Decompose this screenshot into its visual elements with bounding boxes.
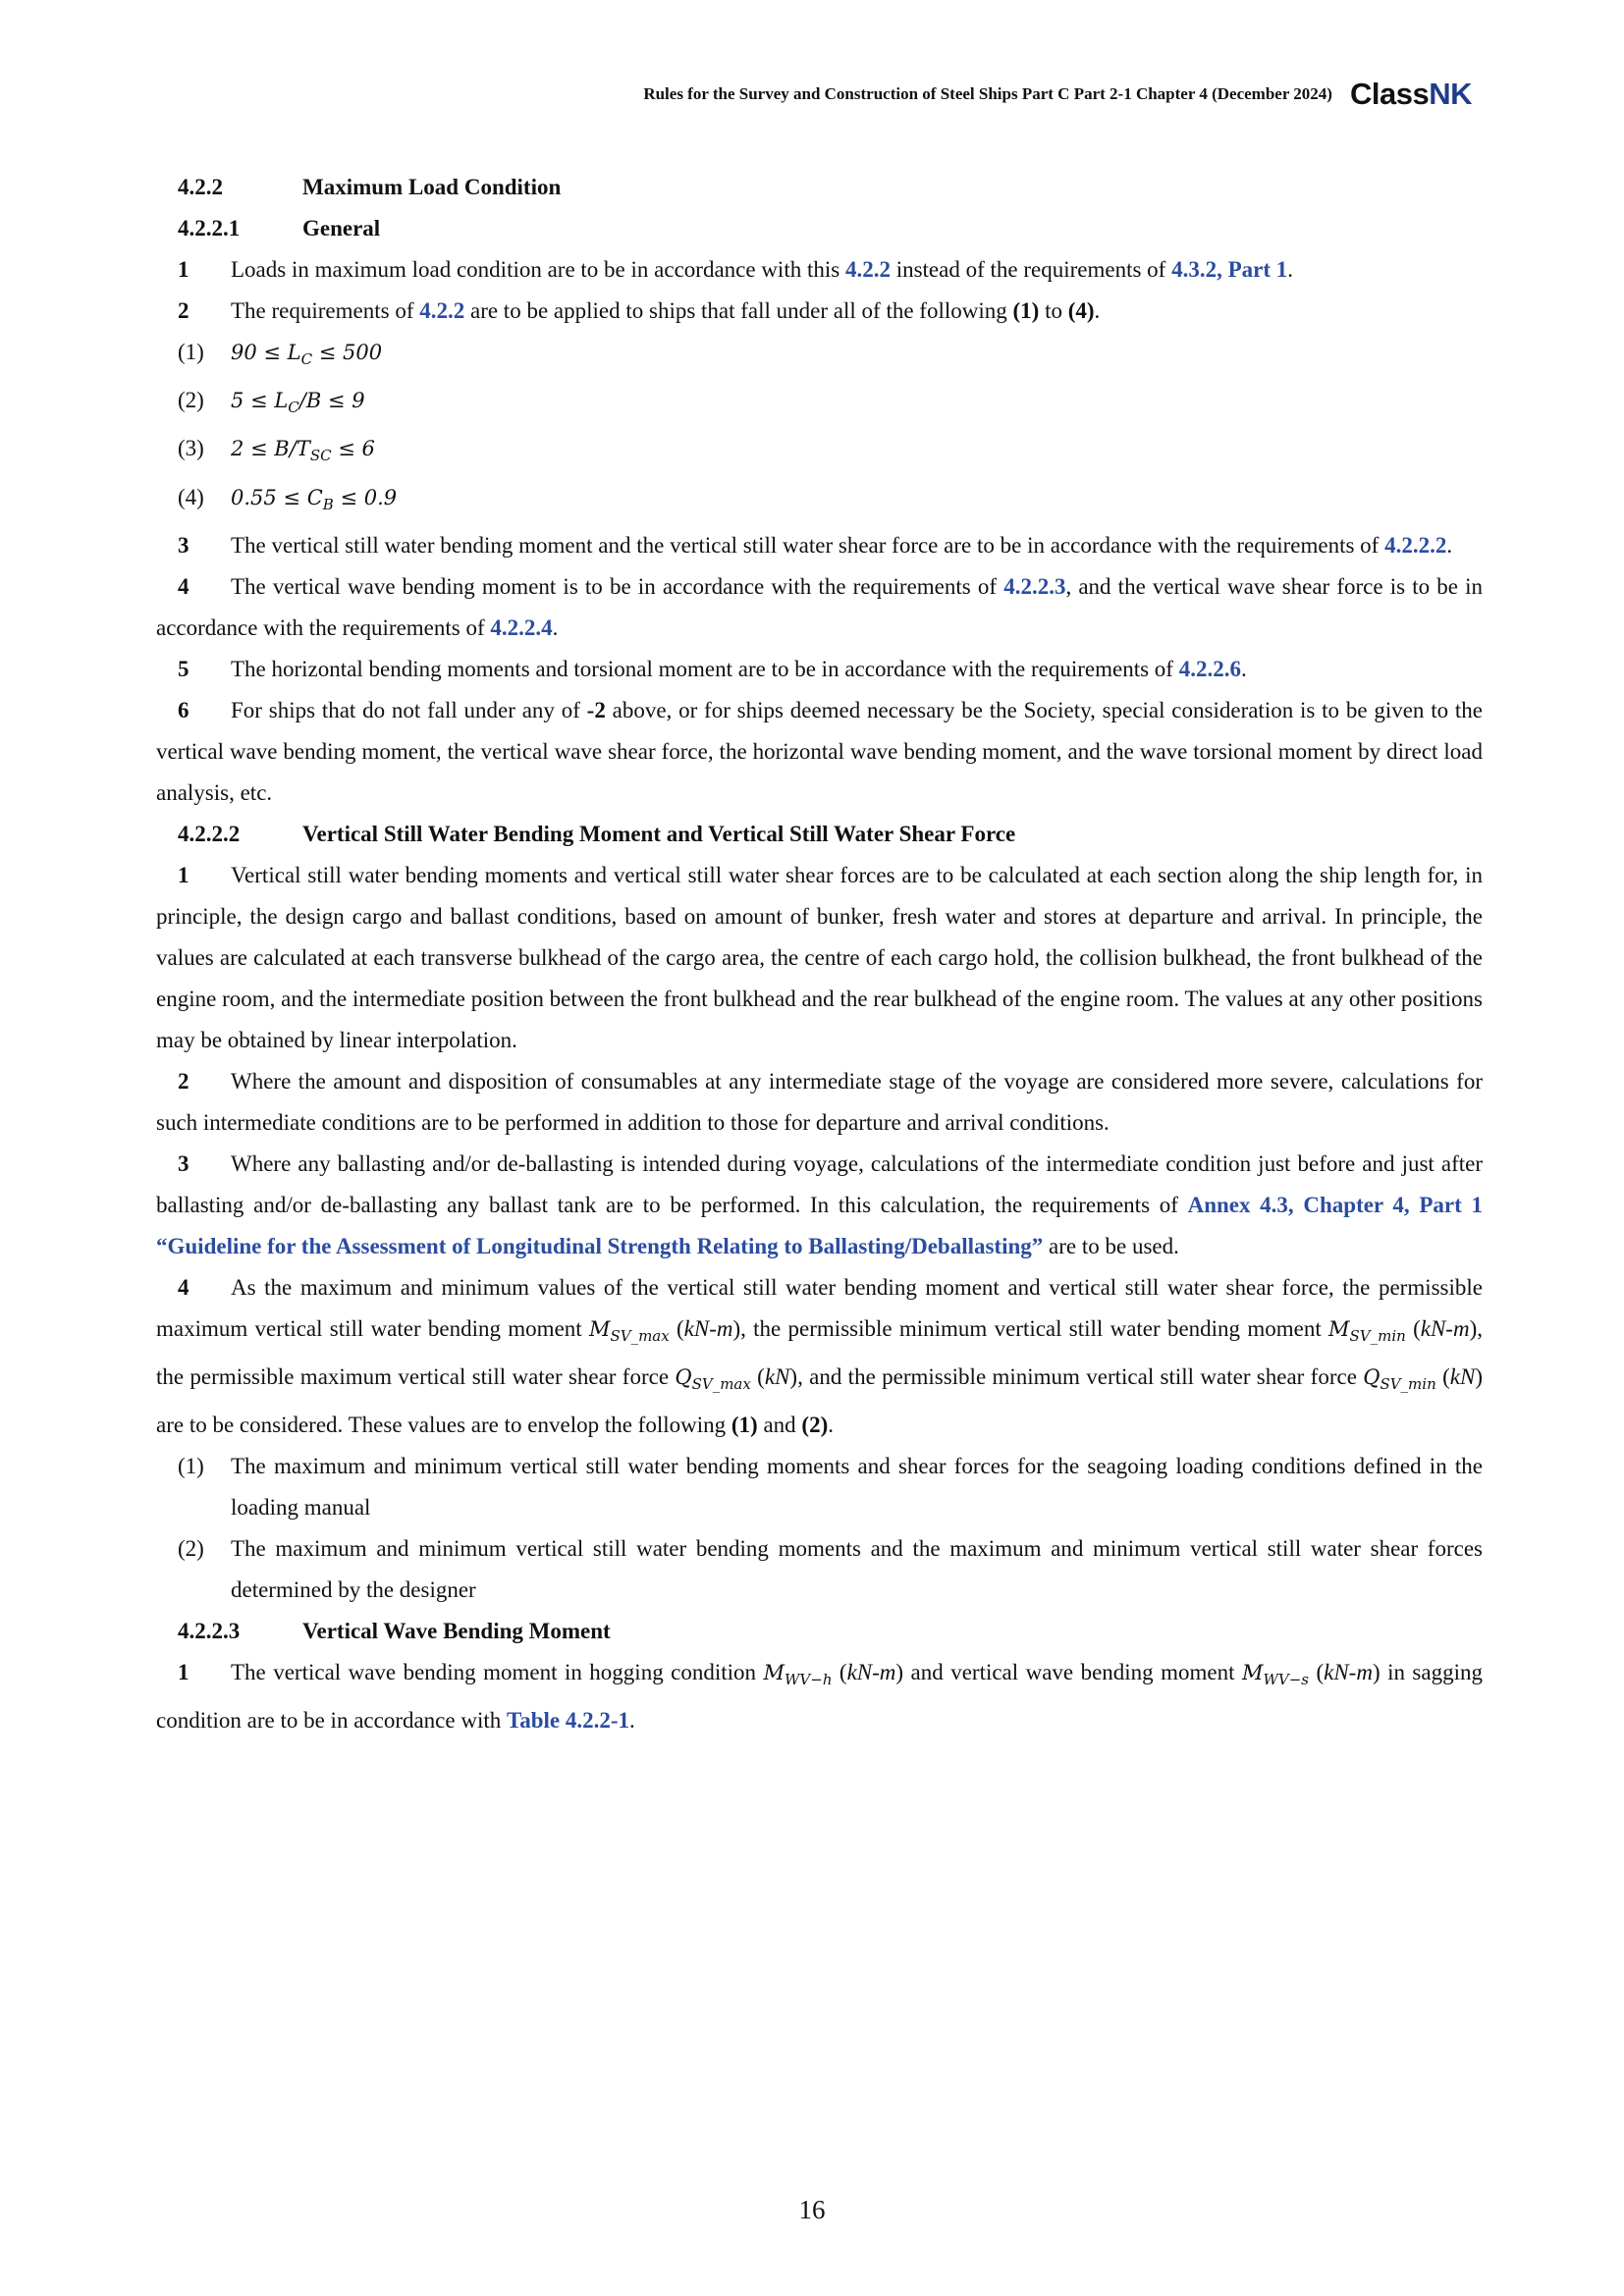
item-number: (1) bbox=[178, 1454, 204, 1479]
eq-sub: WV−h bbox=[785, 1671, 833, 1689]
ref-link[interactable]: Annex 4.3, Chapter 4, Part 1 “Guideline for the Assessment of Longitudinal Strength Relating to Ballasting/Deballasting” bbox=[156, 1192, 1483, 1258]
text: . bbox=[1287, 257, 1294, 282]
text: . bbox=[828, 1413, 834, 1438]
eq-sub: C bbox=[288, 399, 299, 417]
paragraph-number: 4 bbox=[178, 573, 189, 599]
eq-part: 0.55 ≤ bbox=[231, 485, 307, 509]
text: in sagging condition are to be in accordance with bbox=[156, 1660, 1483, 1734]
unit: kN-m bbox=[683, 1315, 733, 1341]
text: The vertical still water bending moment and the vertical still water shear force are to be in accordance with the requirements of bbox=[231, 532, 1385, 558]
text: and bbox=[757, 1413, 802, 1438]
text: . bbox=[552, 614, 559, 640]
paragraph-number: 3 bbox=[178, 532, 189, 558]
logo-suffix: NK bbox=[1429, 77, 1472, 111]
eq-part: ≤ 6 bbox=[331, 437, 375, 461]
paragraph-4-2-2-1-5 bbox=[156, 649, 1483, 690]
page-header bbox=[643, 79, 1472, 109]
eq-part: 5 ≤ bbox=[231, 389, 275, 413]
paragraph-4-2-2-2-3 bbox=[156, 1144, 1483, 1267]
logo-prefix: Class bbox=[1349, 77, 1430, 111]
ref-link[interactable]: 4.3.2, Part 1 bbox=[1171, 257, 1288, 282]
section-title: Vertical Still Water Bending Moment and Vertical Still Water Shear Force bbox=[302, 821, 1016, 846]
text: , the permissible minimum vertical still water bending moment bbox=[740, 1315, 1328, 1341]
list-item bbox=[156, 1446, 1483, 1528]
eq-sub: WV−s bbox=[1263, 1671, 1310, 1689]
eq-sub: SV_min bbox=[1380, 1375, 1436, 1394]
eq-part: /B ≤ 9 bbox=[298, 389, 365, 413]
text: Where the amount and disposition of consumables at any intermediate stage of the voyage are considered more severe, calculations for such intermediate conditions are to be performed in addition to those for departure and arrival conditions. bbox=[156, 1068, 1483, 1135]
ref-link[interactable]: 4.2.2.4 bbox=[490, 614, 553, 640]
item-number: (2) bbox=[178, 1536, 204, 1562]
paragraph-4-2-2-1-6 bbox=[156, 690, 1483, 814]
paragraph-number: 4 bbox=[178, 1274, 189, 1300]
section-title: Vertical Wave Bending Moment bbox=[302, 1619, 611, 1644]
paragraph-4-2-2-1-4 bbox=[156, 566, 1483, 649]
eq-part: 2 ≤ B/ bbox=[231, 437, 297, 461]
text: , and the vertical wave shear force is to be in accordance with the requirements of bbox=[156, 573, 1484, 640]
paragraph-number: 2 bbox=[178, 1068, 189, 1094]
paragraph-4-2-2-3-1: 1 The vertical wave bending moment in hogging condition $M_{WV-h}$ (kN-m) and vertical wave bending moment $M_{WV-s}$ (kN-m) in sagging condition are to be in accordance with Table 4.2.2-1. bbox=[156, 1652, 1483, 1741]
paragraph-4-2-2-1-2 bbox=[156, 291, 1483, 332]
eq-var: M bbox=[588, 1316, 611, 1341]
text: are to be considered. These values are to envelop the following bbox=[156, 1413, 731, 1438]
eq-var: M bbox=[1241, 1661, 1264, 1685]
item-text: The maximum and minimum vertical still water bending moments and shear forces for the seagoing loading conditions defined in the loading manual bbox=[231, 1454, 1483, 1521]
eq-sub: C bbox=[300, 350, 313, 369]
ref-link[interactable]: 4.2.2 bbox=[419, 298, 465, 323]
equation bbox=[675, 1364, 751, 1394]
text: instead of the requirements of bbox=[890, 257, 1172, 282]
condition-item bbox=[156, 428, 1483, 476]
eq-var: M bbox=[1327, 1316, 1350, 1341]
ref-link[interactable]: Table 4.2.2-1 bbox=[507, 1708, 630, 1734]
eq-sub: SV_max bbox=[610, 1326, 670, 1345]
bold-text: (4) bbox=[1067, 298, 1095, 323]
header-title: Rules for the Survey and Construction of Steel Ships Part C Part 2-1 Chapter 4 (December 2024) bbox=[643, 83, 1332, 103]
unit: kN-m bbox=[1420, 1315, 1470, 1341]
document-body bbox=[156, 167, 1483, 1741]
text: and vertical wave bending moment bbox=[903, 1660, 1242, 1685]
eq-part: ≤ 0.9 bbox=[333, 485, 398, 509]
paragraph-number: 6 bbox=[178, 697, 189, 722]
text: As the maximum and minimum values of the vertical still water bending moment and vertical still water shear force, the permissible maximum vertical still water bending moment bbox=[156, 1274, 1483, 1341]
text: Vertical still water bending moments and vertical still water shear forces are to be calculated at each section along the ship length for, in principle, the design cargo and ballast conditions, based on amount of bunker, fresh water and stores at departure and arrival. In principle, the values are calculated at each transverse bulkhead of the cargo area, the centre of each cargo hold, the collision bulkhead, the front bulkhead of the engine room, and the intermediate position between the front bulkhead and the rear bulkhead of the engine room. The values at any other positions may be obtained by linear interpolation. bbox=[156, 862, 1483, 1052]
section-number: 4.2.2.3 bbox=[178, 1619, 241, 1644]
eq-var: L bbox=[274, 389, 289, 413]
equation bbox=[1241, 1661, 1310, 1689]
text: Where any ballasting and/or de-ballasting is intended during voyage, calculations of the intermediate condition just before and just after ballasting and/or de-ballasting any ballast tank are to be performed. In this calculation, the requirements of bbox=[156, 1150, 1483, 1217]
eq-part: ≤ 500 bbox=[312, 341, 383, 364]
condition-item bbox=[156, 477, 1483, 525]
eq-var: L bbox=[287, 341, 301, 364]
item-text: The maximum and minimum vertical still water bending moments and the maximum and minimum vertical still water shear forces determined by the designer bbox=[231, 1536, 1483, 1603]
text: The vertical wave bending moment in hogging condition bbox=[231, 1660, 764, 1685]
paragraph-number: 1 bbox=[178, 1660, 189, 1685]
paragraph-4-2-2-2-1 bbox=[156, 855, 1483, 1061]
paragraph-number: 1 bbox=[178, 862, 189, 887]
text: are to be applied to ships that fall under all of the following bbox=[464, 298, 1013, 323]
paragraph-number: 3 bbox=[178, 1150, 189, 1176]
unit: kN bbox=[1449, 1363, 1476, 1389]
equation bbox=[763, 1661, 833, 1689]
ref-link[interactable]: 4.2.2.6 bbox=[1178, 656, 1241, 681]
paragraph-number: 1 bbox=[178, 257, 189, 282]
section-heading-4-2-2-3 bbox=[156, 1611, 1483, 1652]
section-heading-4-2-2-2 bbox=[156, 814, 1483, 855]
text: Loads in maximum load condition are to be in accordance with this bbox=[231, 257, 845, 282]
text: , the permissible maximum vertical still water shear force bbox=[156, 1315, 1483, 1389]
text: , and the permissible minimum vertical still water shear force bbox=[797, 1363, 1364, 1389]
text: For ships that do not fall under any of bbox=[231, 697, 587, 722]
text: . bbox=[1446, 532, 1453, 558]
item-number: (2) bbox=[178, 388, 204, 413]
text: The horizontal bending moments and torsional moment are to be in accordance with the requirements of bbox=[231, 656, 1179, 681]
text: . bbox=[629, 1708, 635, 1734]
ref-link[interactable]: 4.2.2 bbox=[844, 257, 891, 282]
eq-sub: B bbox=[322, 495, 334, 513]
equation bbox=[1327, 1316, 1406, 1345]
paragraph-4-2-2-1-1 bbox=[156, 249, 1483, 291]
paragraph-4-2-2-1-3 bbox=[156, 525, 1483, 566]
section-heading-4-2-2-1 bbox=[156, 208, 1483, 249]
eq-part: 90 ≤ bbox=[231, 341, 288, 364]
equation bbox=[231, 437, 375, 465]
text: The vertical wave bending moment is to be in accordance with the requirements of bbox=[231, 573, 1004, 599]
text: The requirements of bbox=[231, 298, 420, 323]
equation bbox=[1363, 1364, 1436, 1394]
section-heading-4-2-2 bbox=[156, 167, 1483, 208]
section-number: 4.2.2 bbox=[178, 175, 223, 199]
equation bbox=[588, 1316, 670, 1345]
text: are to be used. bbox=[1043, 1233, 1179, 1258]
text: . bbox=[1094, 298, 1101, 323]
eq-var: M bbox=[763, 1661, 785, 1685]
section-title: General bbox=[302, 216, 381, 240]
eq-sub: SC bbox=[309, 447, 332, 465]
eq-var: T bbox=[296, 437, 310, 461]
paragraph-4-2-2-2-2 bbox=[156, 1061, 1483, 1144]
unit: kN bbox=[764, 1363, 790, 1389]
paragraph-4-2-2-2-4: 4 As the maximum and minimum values of the vertical still water bending moment and vertical still water shear force, the permissible maximum vertical still water bending moment $M_{SV\_max}$ (kN-m), the permissible minimum vertical still water bending moment $M_{SV\_min}$ (kN-m), the permissible maximum vertical still water shear force $Q_{SV\_max}$ (kN), and the permissible minimum vertical still water shear force $Q_{SV\_min}$ (kN) are to be considered. These values are to envelop the following (1) and (2). bbox=[156, 1267, 1483, 1446]
equation bbox=[231, 485, 398, 513]
paragraph-number: 5 bbox=[178, 656, 189, 681]
condition-item bbox=[156, 380, 1483, 428]
section-title: Maximum Load Condition bbox=[302, 175, 562, 199]
item-number: (4) bbox=[178, 484, 204, 509]
text: above, or for ships deemed necessary be the Society, special consideration is to be given to the vertical wave bending moment, the vertical wave shear force, the horizontal wave bending moment, and the wave torsional moment by direct load analysis, etc. bbox=[156, 697, 1484, 805]
eq-var: Q bbox=[675, 1364, 692, 1389]
ref-link[interactable]: 4.2.2.3 bbox=[1003, 573, 1066, 599]
bold-text: (2) bbox=[801, 1413, 829, 1438]
equation bbox=[231, 341, 383, 369]
ref-link[interactable]: 4.2.2.2 bbox=[1384, 532, 1447, 558]
equation bbox=[231, 389, 365, 417]
page-number: 16 bbox=[798, 2195, 826, 2224]
unit: kN-m bbox=[846, 1660, 896, 1685]
paragraph-number: 2 bbox=[178, 298, 189, 323]
eq-var: C bbox=[306, 485, 323, 509]
text: to bbox=[1039, 298, 1068, 323]
text: . bbox=[1240, 656, 1247, 681]
item-number: (3) bbox=[178, 436, 204, 461]
section-number: 4.2.2.1 bbox=[178, 216, 241, 240]
list-item bbox=[156, 1528, 1483, 1611]
item-number: (1) bbox=[178, 340, 204, 364]
bold-text: (1) bbox=[1012, 298, 1040, 323]
bold-text: -2 bbox=[586, 697, 606, 722]
unit: kN-m bbox=[1324, 1660, 1373, 1685]
section-number: 4.2.2.2 bbox=[178, 821, 241, 846]
classnk-logo bbox=[1350, 79, 1472, 109]
bold-text: (1) bbox=[731, 1413, 758, 1438]
eq-var: Q bbox=[1363, 1364, 1380, 1389]
condition-item bbox=[156, 332, 1483, 380]
eq-sub: SV_min bbox=[1349, 1326, 1406, 1345]
eq-sub: SV_max bbox=[691, 1375, 751, 1394]
